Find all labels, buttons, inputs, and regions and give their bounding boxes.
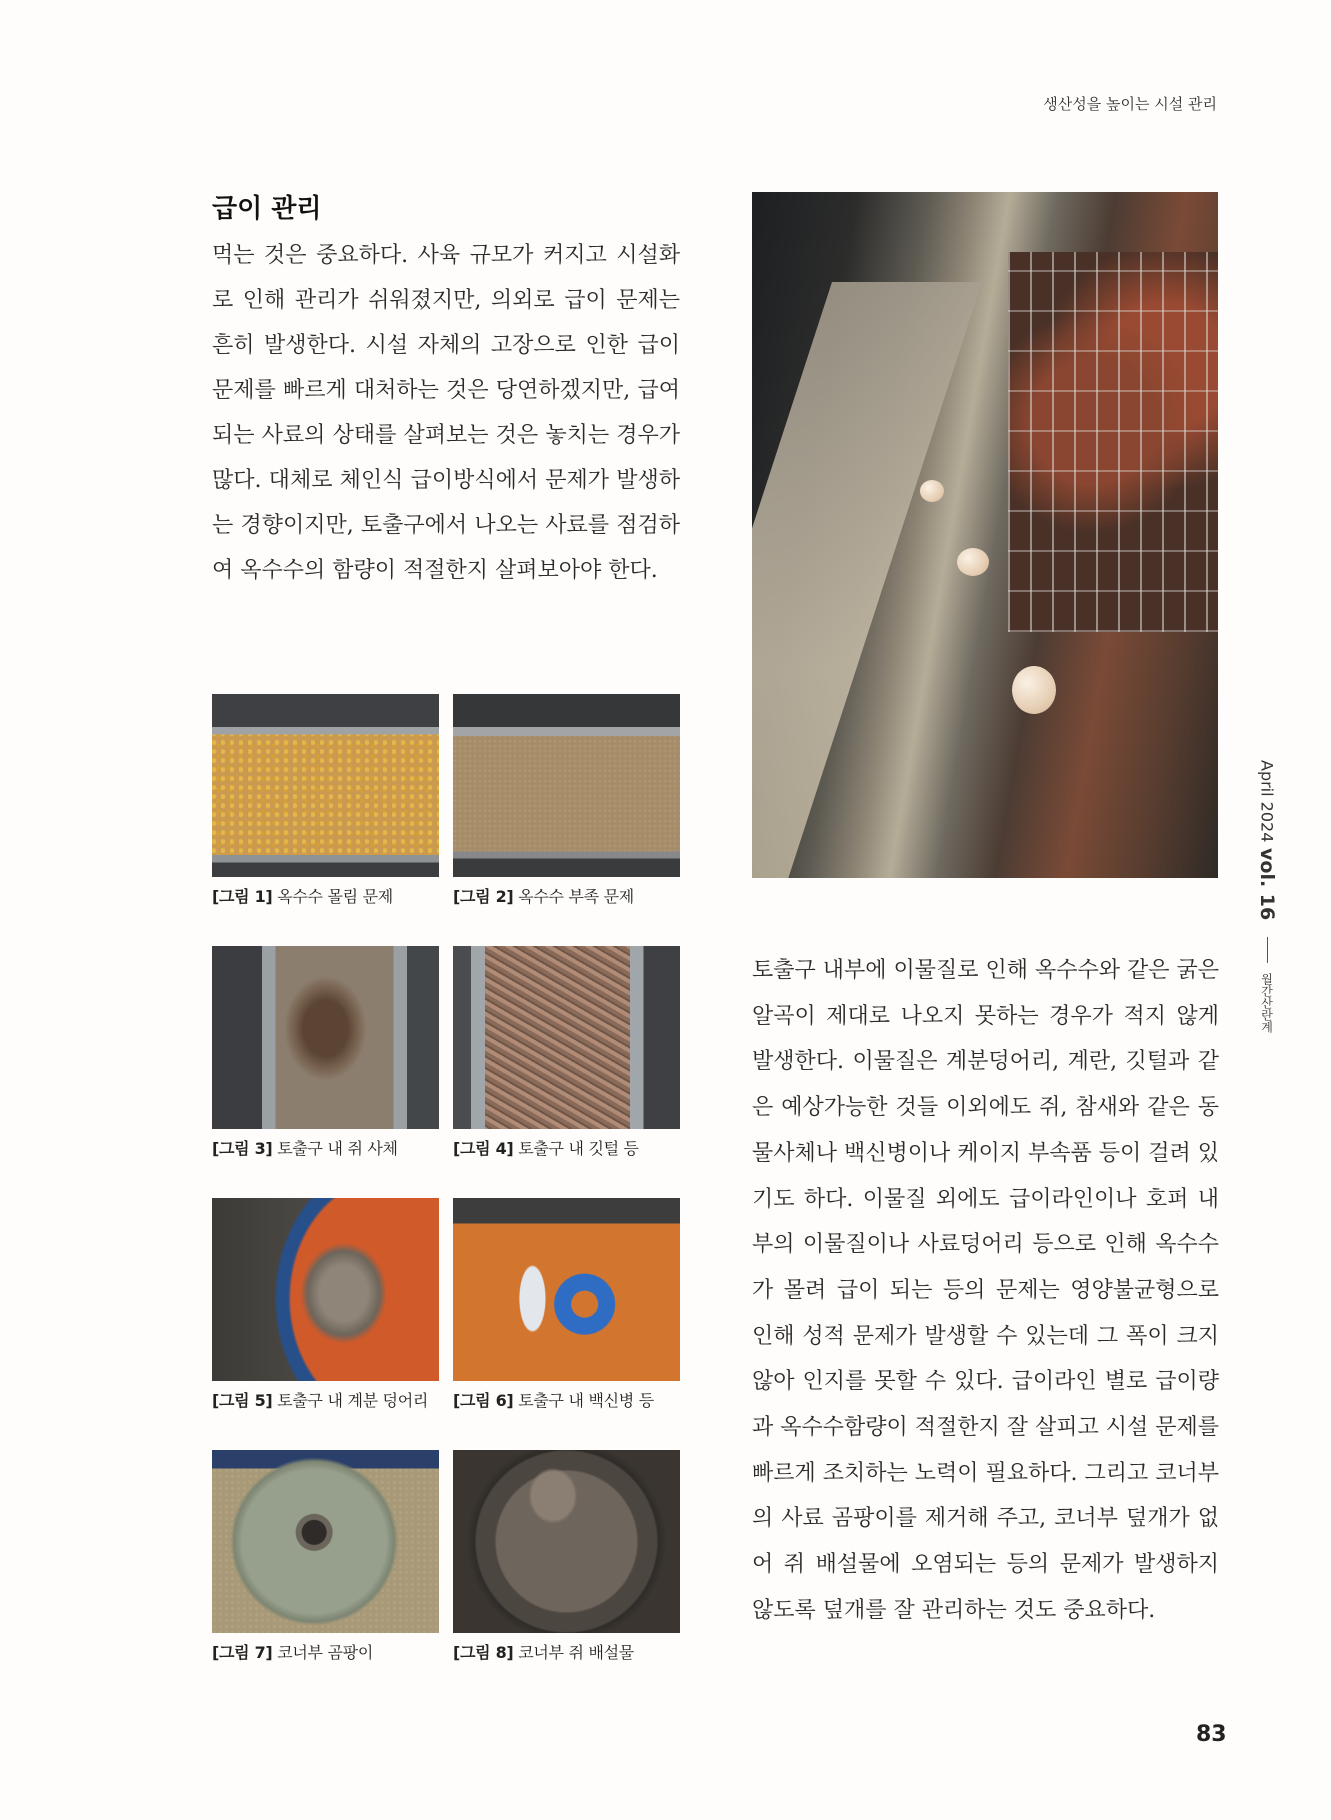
body-paragraph: 토출구 내부에 이물질로 인해 옥수수와 같은 굵은 알곡이 제대로 나오지 못하는 경우가 적지 않게 발생한다. 이물질은 계분덩어리, 계란, 깃털과 같은 예상가능한 것들 이외에도 쥐, 참새와 같은 동물사체나 백신병이나 케이지 부속품 등이 걸려 있기도 하다. 이물질 외에도 급이라인이나 호퍼 내부의 이물질이나 사료덩어리 등으로 인해 옥수수가 몰려 급이 되는 등의 문제는 영양불균형으로 인해 성적 문제가 발생할 수 있는데 그 폭이 크지 않아 인지를 못할 수 있다. 급이라인 별로 급이량과 옥수수함량이 적절한지 잘 살피고 시설 문제를 빠르게 조치하는 노력이 필요하다. 그리고 코너부의 사료 곰팡이를 제거해 주고, 코너부 덮개가 없어 쥐 배설물에 오염되는 등의 문제가 발생하지 않도록 덮개를 잘 관리하는 것도 중요하다. [752, 958, 1220, 1623]
section-title: 급이 관리 [212, 194, 322, 224]
figure-4 [453, 946, 680, 1160]
issue-side-tab [1256, 760, 1278, 1033]
figure-caption: [그림 2] 옥수수 부족 문제 [453, 887, 634, 906]
issue-date: April 2024 [1257, 760, 1277, 843]
corn-shortage-photo [453, 694, 680, 877]
running-header: 생산성을 높이는 시설 관리 [1043, 95, 1217, 113]
corner-rat-droppings-photo [453, 1450, 680, 1633]
figure-5 [212, 1198, 439, 1412]
figure-caption: [그림 6] 토출구 내 백신병 등 [453, 1391, 654, 1410]
feed-trough [752, 282, 982, 878]
figure-2 [453, 694, 680, 908]
corner-mold-photo [212, 1450, 439, 1633]
page-number: 83 [1196, 1722, 1227, 1747]
figure-caption: [그림 3] 토출구 내 쥐 사체 [212, 1139, 398, 1158]
figure-1 [212, 694, 439, 908]
corn-clumping-photo [212, 694, 439, 877]
figure-8 [453, 1450, 680, 1664]
vaccine-bottle-photo [453, 1198, 680, 1381]
egg [1012, 666, 1056, 714]
cage-with-hens [1008, 252, 1218, 632]
layer-house-feed-line-photo [752, 192, 1218, 878]
egg [920, 480, 944, 502]
figure-6 [453, 1198, 680, 1412]
figure-caption: [그림 8] 코너부 쥐 배설물 [453, 1643, 634, 1662]
figure-caption: [그림 4] 토출구 내 깃털 등 [453, 1139, 639, 1158]
magazine-name: 월간산란계 [1259, 972, 1274, 1033]
issue-volume: vol. 16 [1256, 848, 1278, 921]
figure-caption: [그림 1] 옥수수 몰림 문제 [212, 887, 393, 906]
manure-clumps-photo [212, 1198, 439, 1381]
figure-3 [212, 946, 439, 1160]
divider [1267, 937, 1268, 963]
intro-paragraph: 먹는 것은 중요하다. 사육 규모가 커지고 시설화로 인해 관리가 쉬워졌지만, 의외로 급이 문제는 흔히 발생한다. 시설 자체의 고장으로 인한 급이 문제를 빠르게 대처하는 것은 당연하겠지만, 급여되는 사료의 상태를 살펴보는 것은 놓치는 경우가 많다. 대체로 체인식 급이방식에서 문제가 발생하는 경향이지만, 토출구에서 나오는 사료를 점검하여 옥수수의 함량이 적절한지 살펴보아야 한다. [212, 243, 680, 583]
egg [957, 548, 989, 576]
figure-caption: [그림 7] 코너부 곰팡이 [212, 1643, 373, 1662]
dead-rat-in-outlet-photo [212, 946, 439, 1129]
feathers-in-outlet-photo [453, 946, 680, 1129]
figure-caption: [그림 5] 토출구 내 계분 덩어리 [212, 1391, 429, 1410]
figure-7 [212, 1450, 439, 1664]
